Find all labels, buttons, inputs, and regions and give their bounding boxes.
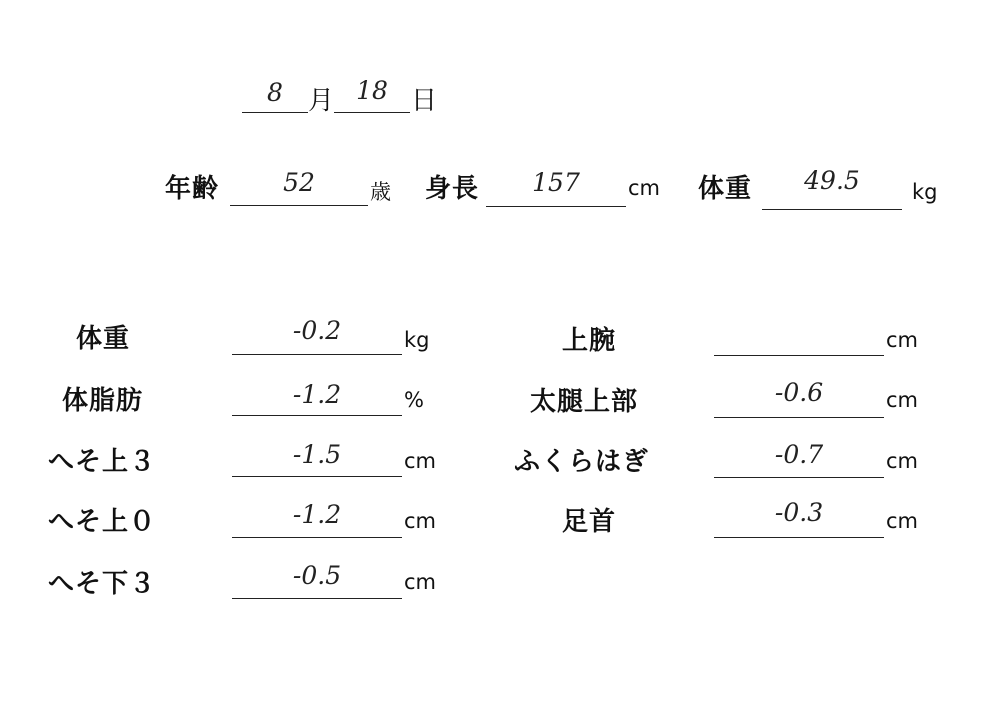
- measurement-label: へそ上０: [48, 507, 157, 537]
- measurement-unit: cm: [404, 449, 437, 473]
- measurement-label: 体重: [76, 324, 131, 354]
- measurement-value: -1.2: [292, 500, 342, 529]
- age-label: 年齢: [165, 174, 220, 204]
- measurement-unit: cm: [886, 388, 919, 412]
- measurement-label: 上腕: [562, 326, 617, 356]
- month-underline: [242, 112, 308, 113]
- measurement-underline: [714, 477, 884, 478]
- measurement-label: 足首: [562, 507, 617, 537]
- height-underline: [486, 206, 626, 207]
- height-value: 157: [532, 168, 580, 197]
- height-unit: cm: [628, 176, 661, 200]
- measurement-value: -1.5: [292, 440, 342, 469]
- measurement-value: -0.7: [774, 440, 824, 469]
- age-underline: [230, 205, 368, 206]
- measurement-value: -0.6: [774, 378, 824, 407]
- measurement-label: 体脂肪: [62, 386, 144, 416]
- measurement-underline: [232, 354, 402, 355]
- measurement-unit: cm: [886, 509, 919, 533]
- measurement-underline: [232, 598, 402, 599]
- measurement-underline: [714, 355, 884, 356]
- height-label: 身長: [425, 174, 480, 204]
- weight-value: 49.5: [804, 166, 860, 195]
- weight-label: 体重: [698, 174, 753, 204]
- measurement-unit: cm: [886, 328, 919, 352]
- measurement-underline: [232, 537, 402, 538]
- measurement-unit: cm: [886, 449, 919, 473]
- measurement-label: へそ下３: [48, 569, 157, 599]
- age-value: 52: [283, 168, 315, 197]
- measurement-underline: [714, 537, 884, 538]
- measurement-unit: cm: [404, 570, 437, 594]
- measurement-value: -0.3: [774, 498, 824, 527]
- weight-unit: kg: [912, 180, 938, 204]
- measurement-label: ふくらはぎ: [514, 447, 650, 477]
- measurement-unit: cm: [404, 509, 437, 533]
- day-value: 18: [356, 76, 388, 105]
- measurement-underline: [714, 417, 884, 418]
- measurement-label: 太腿上部: [530, 387, 639, 417]
- day-label: 日: [411, 86, 439, 116]
- weight-underline: [762, 209, 902, 210]
- measurement-value: -1.2: [292, 380, 342, 409]
- month-label: 月: [308, 86, 336, 116]
- age-unit: 歳: [370, 180, 391, 204]
- measurement-value: -0.5: [292, 561, 342, 590]
- measurement-underline: [232, 476, 402, 477]
- measurement-value: -0.2: [292, 316, 342, 345]
- measurement-unit: %: [404, 388, 424, 412]
- measurement-unit: kg: [404, 328, 430, 352]
- measurement-underline: [232, 415, 402, 416]
- measurement-label: へそ上３: [48, 447, 157, 477]
- month-value: 8: [267, 78, 283, 107]
- day-underline: [334, 112, 410, 113]
